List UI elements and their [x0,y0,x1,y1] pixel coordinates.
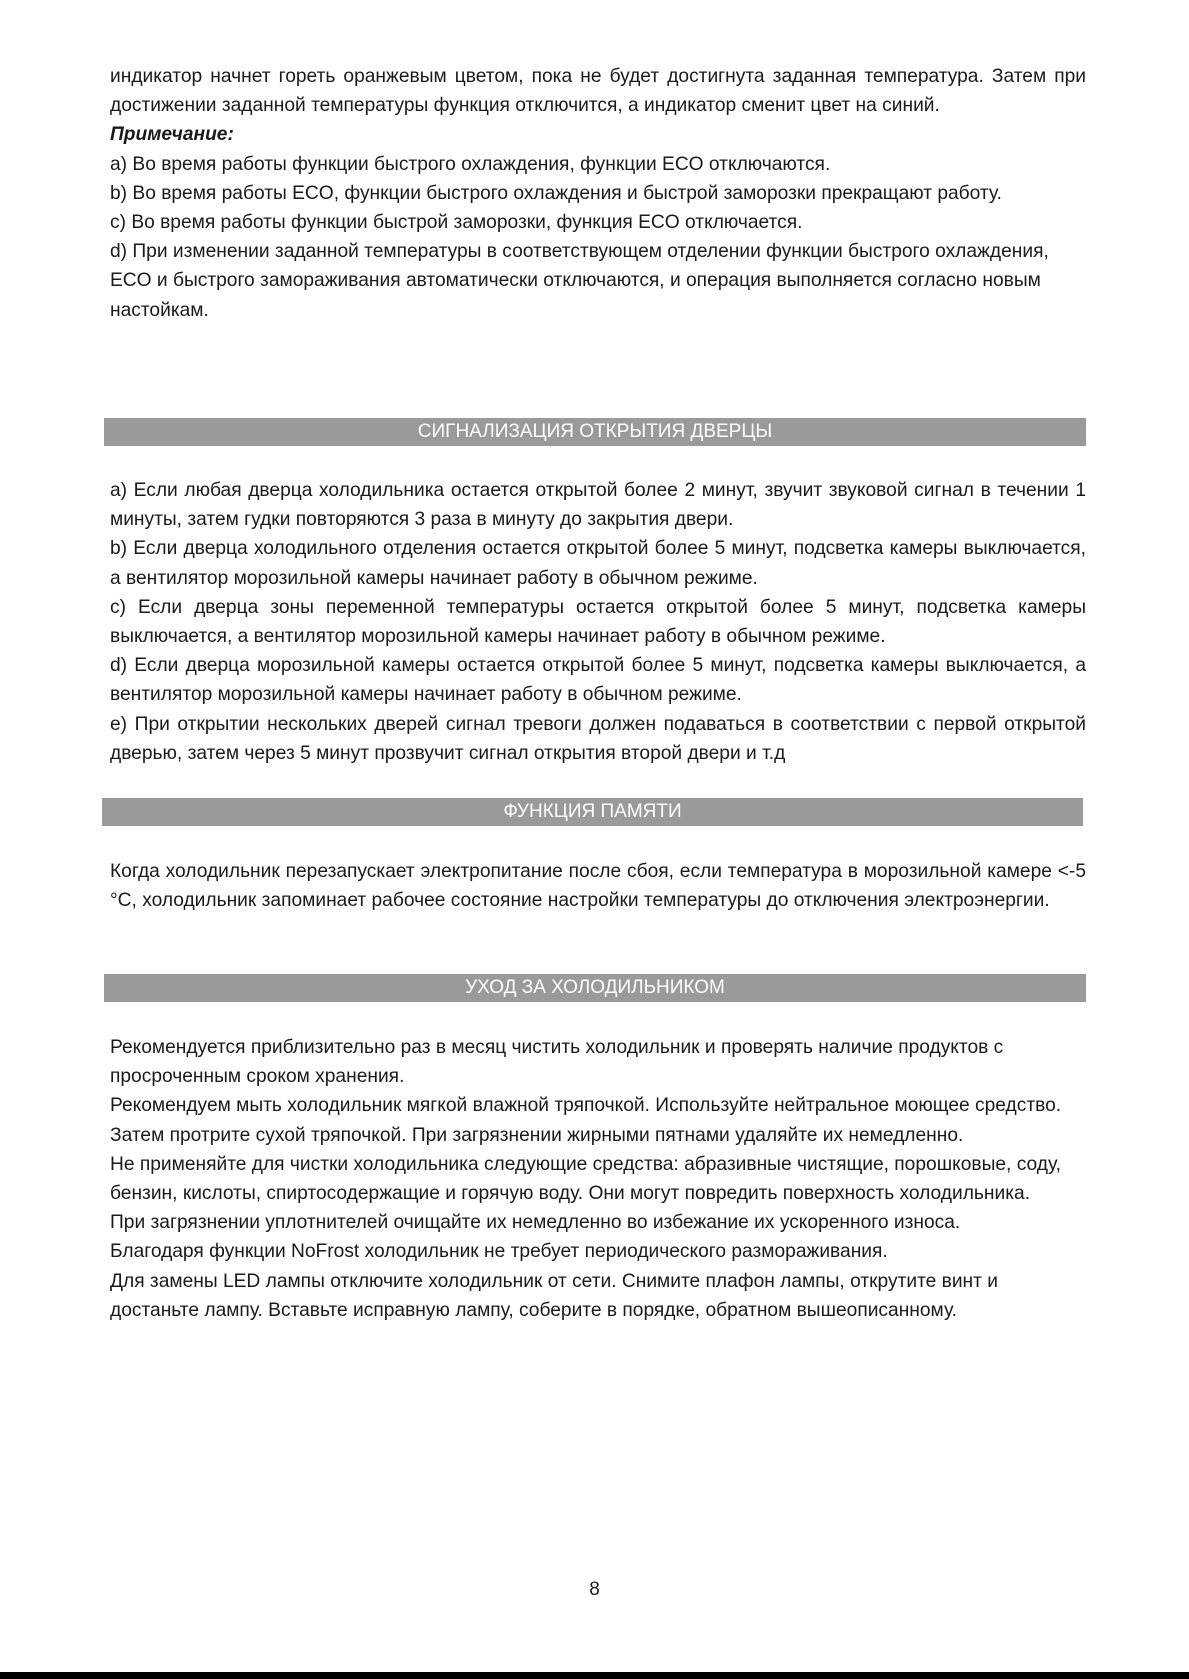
door-alarm-block [110,476,1086,768]
page-number: 8 [589,1579,600,1600]
care-item-4: При загрязнении уплотнителей очищайте их немедленно во избежание их ускоренного износа. [110,1212,961,1234]
memory-block [110,857,1086,915]
section-header-care: УХОД ЗА ХОЛОДИЛЬНИКОМ [104,974,1086,1002]
section-header-memory: ФУНКЦИЯ ПАМЯТИ [102,798,1083,826]
note-item-d: d) При изменении заданной температуры в соответствующем отделении функции быстрого охлаждения, ECO и быстрого замораживания автоматически отключаются, и операция выполняется согласно новым настойкам. [110,241,1049,321]
note-item-c: c) Во время работы функции быстрой заморозки, функция ECO отключается. [110,212,803,234]
door-alarm-item-c: c) Если дверца зоны переменной температуры остается открытой более 5 минут, подсветка камеры выключается, а вентилятор морозильной камеры начинает работу в обычном режиме. [110,596,1086,648]
door-alarm-item-e: e) При открытии нескольких дверей сигнал тревоги должен подаваться в соответствии с первой открытой дверью, затем через 5 минут прозвучит сигнал открытия второй двери и т.д [110,713,1086,764]
care-item-5: Благодаря функции NoFrost холодильник не требует периодического размораживания. [110,1241,888,1263]
note-item-a: a) Во время работы функции быстрого охлаждения, функции ECO отключаются. [110,153,831,175]
care-block [110,1033,1076,1325]
note-item-b: b) Во время работы ECO, функции быстрого охлаждения и быстрой заморозки прекращают работу. [110,182,1002,204]
section-header-door-alarm: СИГНАЛИЗАЦИЯ ОТКРЫТИЯ ДВЕРЦЫ [104,418,1086,446]
intro-paragraph: индикатор начнет гореть оранжевым цветом, пока не будет достигнута заданная температура. Затем при достижении заданной температуры функция отключится, а индикатор сменит цвет на синий. [110,66,1086,117]
door-alarm-item-b: b) Если дверца холодильного отделения остается открытой более 5 минут, подсветка камеры выключается, а вентилятор морозильной камеры начинает работу в обычном режиме. [110,538,1086,589]
bottom-edge-bar [0,1672,1189,1679]
care-item-2: Рекомендуем мыть холодильник мягкой влажной тряпочкой. Используйте нейтральное моющее средство. Затем протрите сухой тряпочкой. При загрязнении жирными пятнами удаляйте их немедленно. [110,1095,1062,1146]
care-item-6: Для замены LED лампы отключите холодильник от сети. Снимите плафон лампы, открутите винт и достаньте лампу. Вставьте исправную лампу, соберите в порядке, обратном вышеописанному. [110,1270,998,1321]
intro-block [110,62,1086,325]
door-alarm-item-d: d) Если дверца морозильной камеры остается открытой более 5 минут, подсветка камеры выключается, а вентилятор морозильной камеры начинает работу в обычном режиме. [110,655,1086,706]
door-alarm-item-a: a) Если любая дверца холодильника остается открытой более 2 минут, звучит звуковой сигнал в течении 1 минуты, затем гудки повторяются 3 раза в минуту до закрытия двери. [110,480,1086,531]
care-item-1: Рекомендуется приблизительно раз в месяц чистить холодильник и проверять наличие продуктов с просроченным сроком хранения. [110,1037,1004,1088]
care-item-3: Не применяйте для чистки холодильника следующие средства: абразивные чистящие, порошковые, соду, бензин, кислоты, спиртосодержащие и горячую воду. Они могут повредить поверхность холодильника. [110,1153,1061,1205]
note-label: Примечание: [110,124,234,146]
memory-paragraph: Когда холодильник перезапускает электропитание после сбоя, если температура в морозильной камере <-5 °С, холодильник запоминает рабочее состояние настройки температуры до отключения электроэнергии. [110,861,1086,912]
